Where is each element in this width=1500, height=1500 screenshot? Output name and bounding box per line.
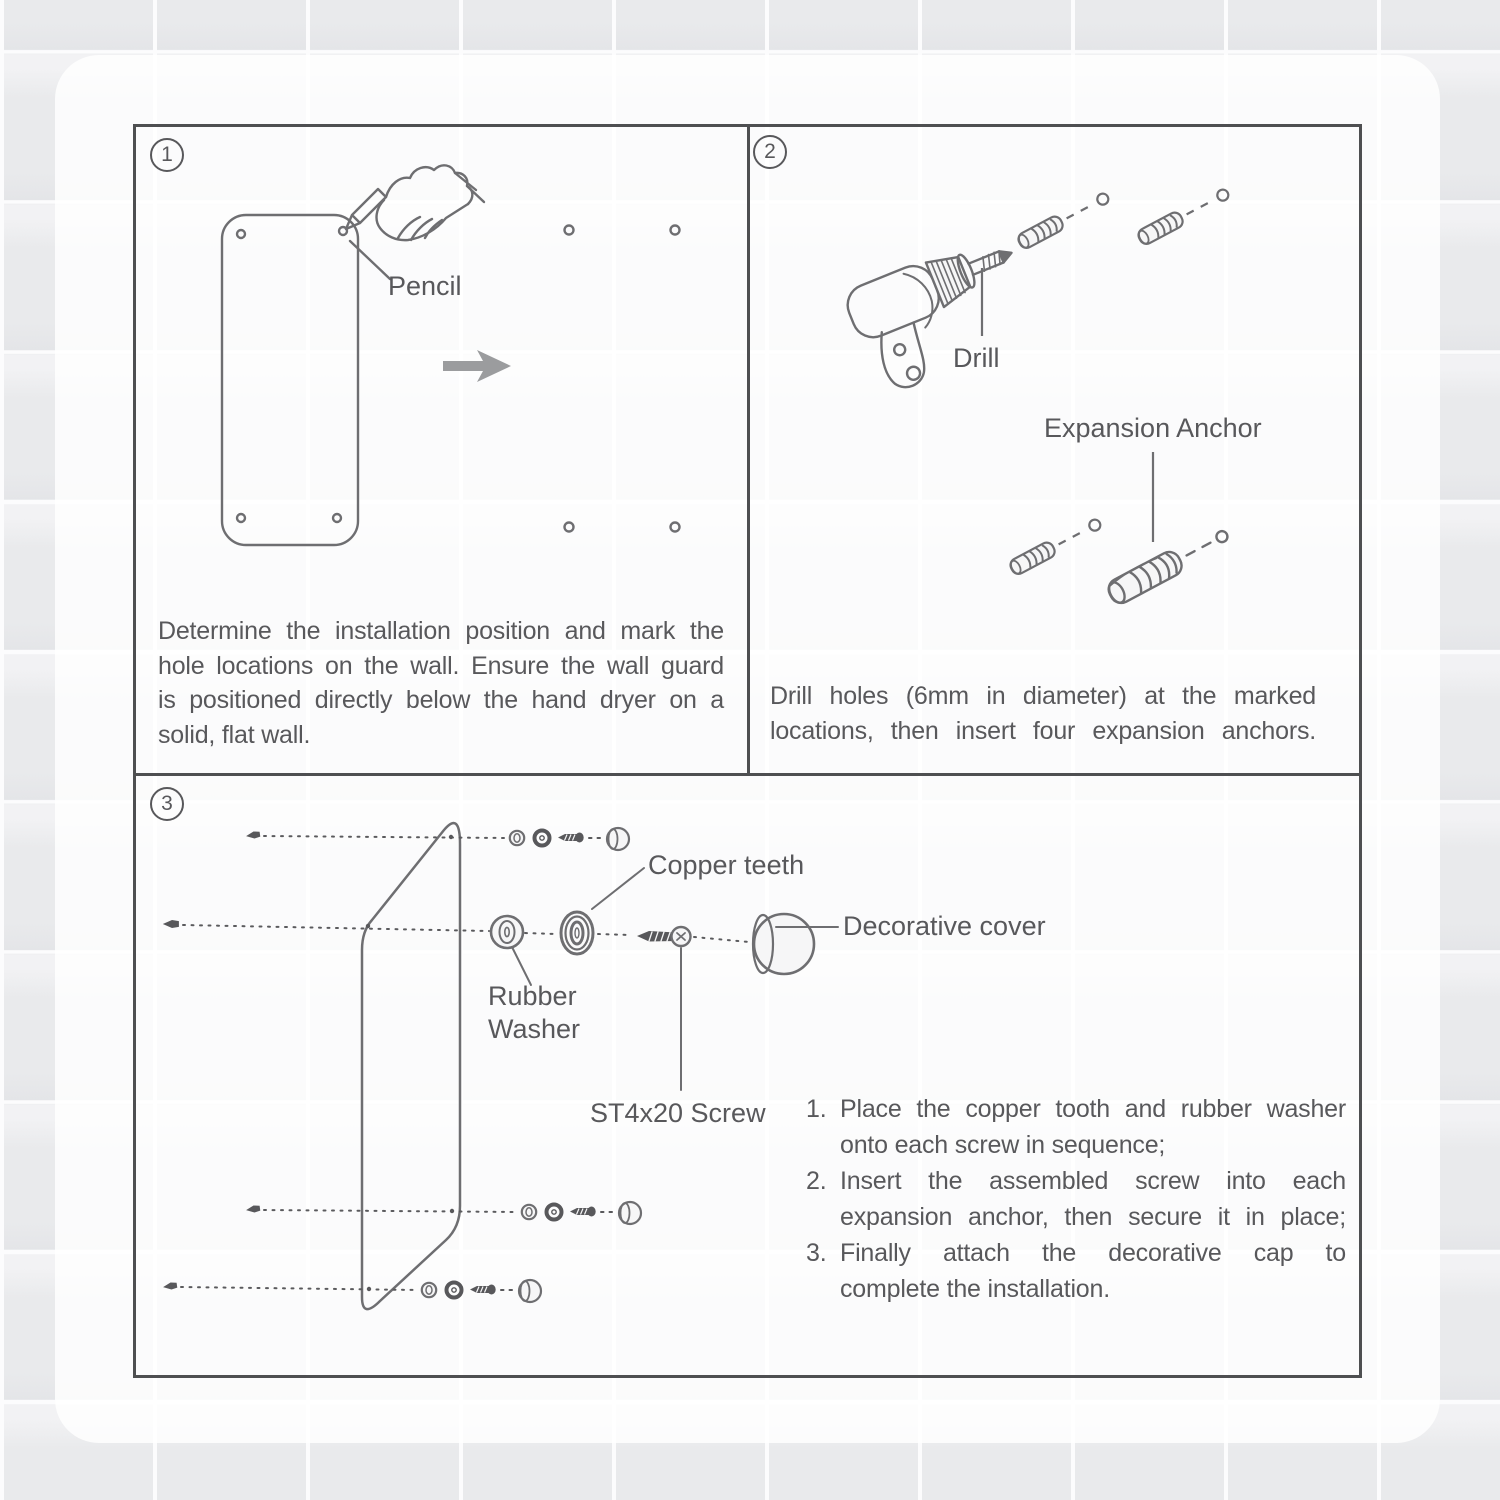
hardware-row xyxy=(522,1202,641,1224)
step-3-instructions xyxy=(806,1091,1346,1307)
expansion-anchor-label: Expansion Anchor xyxy=(1044,413,1262,443)
wall-hole-marks xyxy=(565,226,680,532)
caption-line: Drill holes (6mm in diameter) at the marked xyxy=(770,682,1316,710)
wall-screw-mark xyxy=(246,1205,261,1214)
caption-line: solid, flat wall. xyxy=(158,721,311,750)
expansion-anchor-icon xyxy=(1008,515,1103,576)
panel-hole-dots xyxy=(366,835,454,1291)
expansion-anchor-icon xyxy=(1136,185,1231,246)
caption-line: locations, then insert four expansion anchors. xyxy=(770,716,1316,745)
instruction-item xyxy=(806,1235,1346,1307)
assembly-axis-lines xyxy=(181,836,749,1290)
wall-screw-mark xyxy=(163,920,179,928)
instruction-line: expansion anchor, then secure it in place; xyxy=(840,1203,1346,1231)
hardware-row xyxy=(422,1280,541,1302)
instruction-number: 1. xyxy=(806,1095,827,1123)
rubber-washer-label-line2: Washer xyxy=(488,1013,581,1044)
instruction-line: Place the copper tooth and rubber washer xyxy=(840,1095,1346,1123)
step-2-caption xyxy=(770,679,1316,748)
step-2-artwork xyxy=(747,124,1362,773)
instruction-line: onto each screw in sequence; xyxy=(840,1131,1166,1159)
drill-label: Drill xyxy=(953,343,1000,373)
wall-screw-mark xyxy=(163,1282,178,1291)
hand-pencil-icon xyxy=(346,165,484,240)
copper-tooth-icon xyxy=(561,912,593,954)
wall-guard-outline-icon xyxy=(222,215,358,545)
copper-teeth-label: Copper teeth xyxy=(648,850,805,880)
screw-icon xyxy=(637,927,691,946)
step-1-number: 1 xyxy=(161,143,173,166)
arrow-right-icon xyxy=(443,350,511,382)
step-1-caption xyxy=(158,614,724,753)
wall-screw-mark xyxy=(246,831,261,840)
hardware-row xyxy=(510,828,629,850)
caption-line: is positioned directly below the hand dryer on a xyxy=(158,686,724,715)
rubber-washer-icon xyxy=(491,916,523,948)
expansion-anchor-large-icon xyxy=(1105,523,1233,607)
decorative-cover-label: Decorative cover xyxy=(843,911,1046,941)
rubber-washer-label xyxy=(488,980,580,1045)
instruction-line: Finally attach the decorative cap to xyxy=(840,1239,1346,1267)
copper-teeth-leader-line xyxy=(592,868,644,909)
drill-icon xyxy=(841,229,1043,398)
expansion-anchor-icon xyxy=(1016,189,1111,250)
hardware-row-enlarged xyxy=(491,912,814,974)
instruction-item xyxy=(806,1091,1346,1163)
decorative-cover-icon xyxy=(753,914,814,974)
leader-lines xyxy=(512,868,838,1090)
pencil-label: Pencil xyxy=(388,271,462,301)
instruction-item xyxy=(806,1163,1346,1235)
instruction-number: 2. xyxy=(806,1167,827,1195)
instruction-line: complete the installation. xyxy=(840,1275,1110,1303)
screw-label: ST4x20 Screw xyxy=(590,1098,766,1128)
wall-guard-exploded-outline xyxy=(362,823,460,1309)
instruction-number: 3. xyxy=(806,1239,827,1267)
step-2-number: 2 xyxy=(764,140,776,163)
rubber-washer-label-line1: Rubber xyxy=(488,981,577,1011)
instruction-line: Insert the assembled screw into each xyxy=(840,1167,1346,1195)
caption-line: Determine the installation position and mark the xyxy=(158,617,724,645)
pencil-leader-line xyxy=(350,241,390,279)
step-3-number: 3 xyxy=(161,792,173,815)
caption-line: hole locations on the wall. Ensure the wall guard xyxy=(158,651,724,680)
